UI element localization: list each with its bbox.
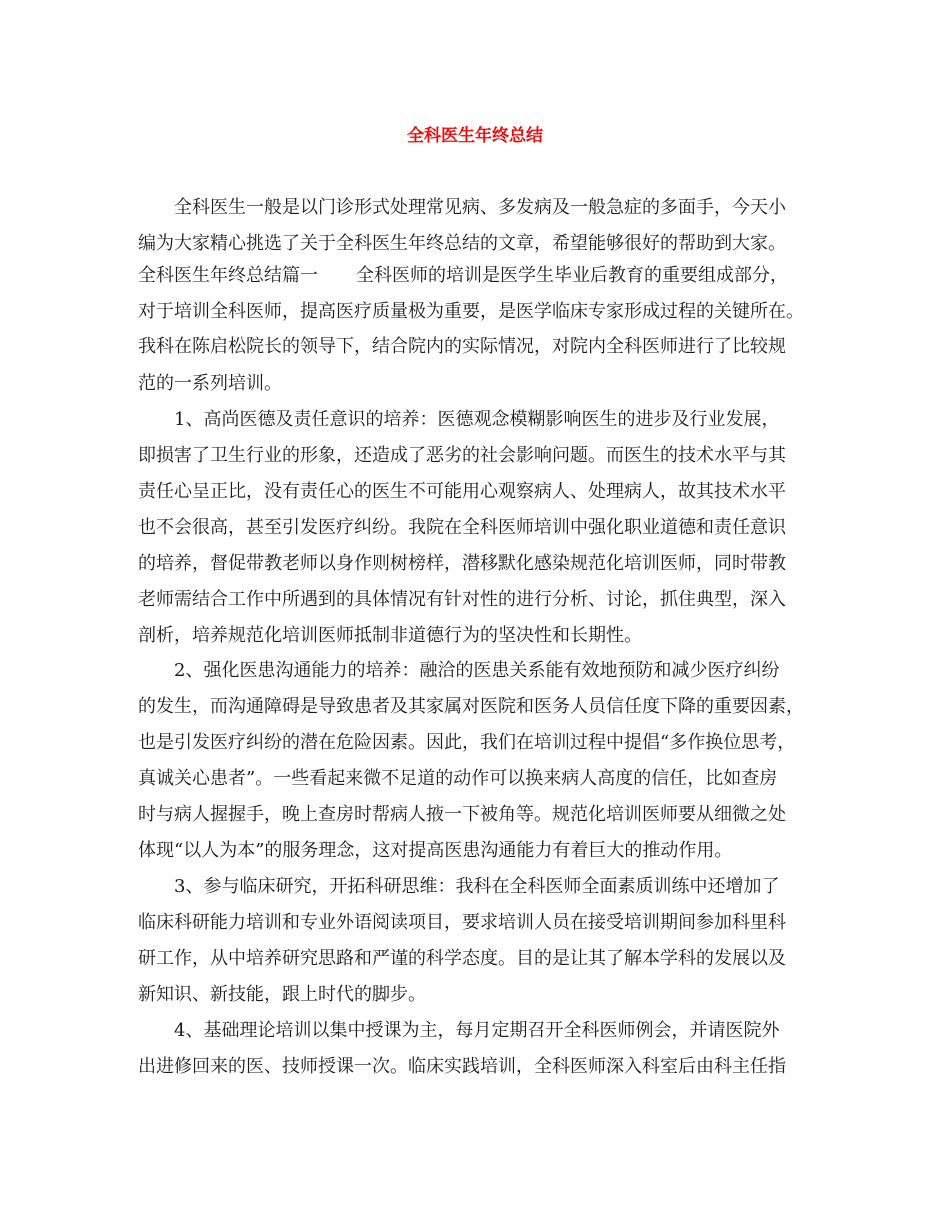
section-heading: 全科医生年终总结篇一 xyxy=(138,265,318,286)
text-line: 编为大家精心挑选了关于全科医生年终总结的文章，希望能够很好的帮助到大家。 xyxy=(138,233,786,254)
text-line-section-heading xyxy=(138,258,828,294)
text-line: 时与病人握握手，晚上查房时帮病人掖一下被角等。规范化培训医师要从细微之处 xyxy=(138,804,786,825)
section-text: 全科医师的培训是医学生毕业后教育的重要组成部分， xyxy=(356,265,788,286)
text-line: 也是引发医疗纠纷的潜在危险因素。因此，我们在培训过程中提倡“多作换位思考， xyxy=(138,732,796,753)
text-line: 全科医生一般是以门诊形式处理常见病、多发病及一般急症的多面手，今天小 xyxy=(174,197,786,218)
text-line: 即损害了卫生行业的形象，还造成了恶劣的社会影响问题。而医生的技术水平与其 xyxy=(138,445,786,466)
text-line: 老师需结合工作中所遇到的具体情况有针对性的进行分析、讨论，抓住典型，深入 xyxy=(138,589,786,610)
text-line: 体现“以人为本”的服务理念，这对提高医患沟通能力有着巨大的推动作用。 xyxy=(138,840,733,861)
text-line: 的发生，而沟通障碍是导致患者及其家属对医院和医务人员信任度下降的重要因素， xyxy=(138,696,804,717)
text-line: 对于培训全科医师，提高医疗质量极为重要，是医学临床专家形成过程的关键所在。 xyxy=(138,301,804,322)
text-line: 我科在陈启松院长的领导下，结合院内的实际情况，对院内全科医师进行了比较规 xyxy=(138,336,786,357)
text-line: 4、基础理论培训以集中授课为主，每月定期召开全科医师例会，并请医院外 xyxy=(174,1020,780,1041)
text-line: 2、强化医患沟通能力的培养：融洽的医患关系能有效地预防和减少医疗纠纷 xyxy=(174,660,780,681)
text-line: 的培养，督促带教老师以身作则树榜样，潜移默化感染规范化培训医师，同时带教 xyxy=(138,553,786,574)
text-line: 研工作，从中培养研究思路和严谨的科学态度。目的是让其了解本学科的发展以及 xyxy=(138,948,786,969)
text-line: 临床科研能力培训和专业外语阅读项目，要求培训人员在接受培训期间参加科里科 xyxy=(138,912,786,933)
text-line: 新知识、新技能，跟上时代的脚步。 xyxy=(138,984,426,1005)
text-line: 范的一系列培训。 xyxy=(138,373,282,394)
text-line: 3、参与临床研究，开拓科研思维：我科在全科医师全面素质训练中还增加了 xyxy=(174,876,780,897)
text-line: 出进修回来的医、技师授课一次。临床实践培训，全科医师深入科室后由科主任指 xyxy=(138,1056,786,1077)
document-title: 全科医生年终总结 xyxy=(407,126,543,146)
text-line: 剖析，培养规范化培训医师抵制非道德行为的坚决性和长期性。 xyxy=(138,625,642,646)
text-line: 也不会很高，甚至引发医疗纠纷。我院在全科医师培训中强化职业道德和责任意识 xyxy=(138,517,786,538)
text-line: 1、高尚医德及责任意识的培养：医德观念模糊影响医生的进步及行业发展， xyxy=(174,409,780,430)
text-line: 真诚关心患者”。一些看起来微不足道的动作可以换来病人高度的信任，比如查房 xyxy=(138,768,778,789)
text-line: 责任心呈正比，没有责任心的医生不可能用心观察病人、处理病人，故其技术水平 xyxy=(138,481,786,502)
